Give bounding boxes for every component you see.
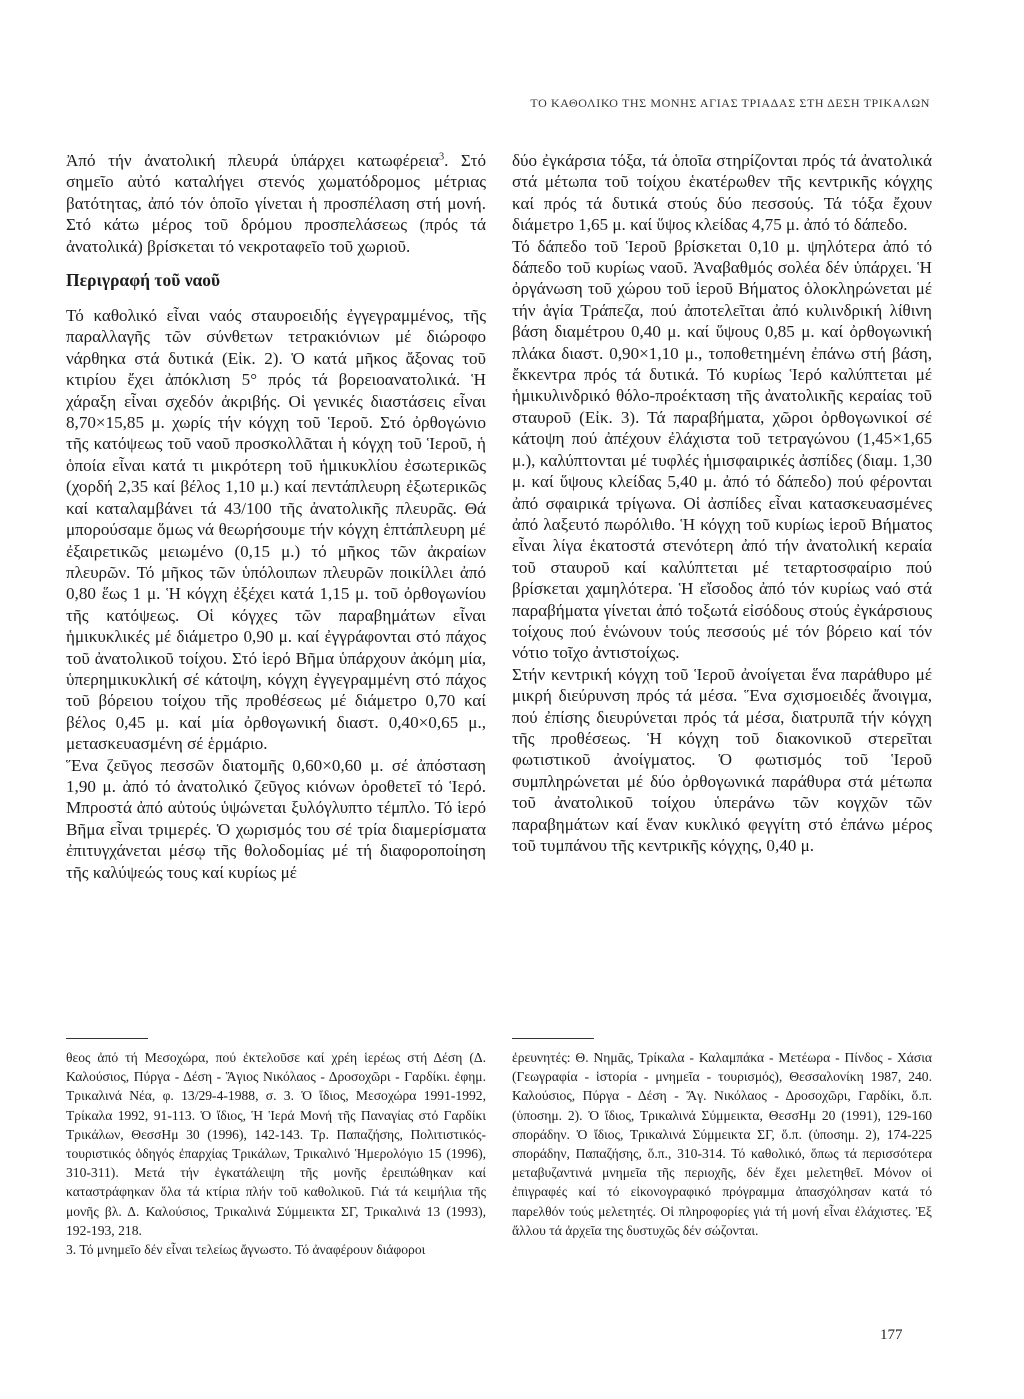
paragraph-access	[66, 150, 486, 257]
left-column	[66, 150, 486, 883]
paragraph-sanctuary-floor: Τό δάπεδο τοῦ Ἱεροῦ βρίσκεται 0,10 μ. ψηλότερα ἀπό τό δάπεδο τοῦ κυρίως ναοῦ. Ἀναβαθμός σολέα δέν ὑπάρχει. Ἡ ὀργάνωση τοῦ χώρου τοῦ ἱεροῦ Βήματος ὁλοκληρώνεται μέ τήν ἁγία Τράπεζα, πού ἀποτελεῖται ἀπό κυλινδρική λίθινη βάση διαμέτρου 0,40 μ. καί ὕψους 0,85 μ. καί ὀρθογωνική πλάκα διαστ. 0,90×1,10 μ., τοποθετημένη ἐπάνω στή βάση, ἔκκεντρα πρός τά δυτικά. Τό κυρίως Ἱερό καλύπτεται μέ ἡμικυλινδρικό θόλο-προέκταση τῆς ἀνατολικῆς κεραίας τοῦ σταυροῦ (Εἰκ. 3). Τά παραβήματα, χῶροι ὀρθογωνικοί σέ κάτοψη πού ἀπέχουν ἐλάχιστα τοῦ τετραγώνου (1,45×1,65 μ.), καλύπτονται μέ τυφλές ἡμισφαιρικές ἀσπίδες (διαμ. 1,30 μ. καί ὕψους κλείδας 5,40 μ. ἀπό τό δάπεδο) πού φέρονται ἀπό σφαιρικά τρίγωνα. Οἱ ἀσπίδες εἶναι κατασκευασμένες ἀπό λαξευτό πωρόλιθο. Ἡ κόγχη τοῦ κυρίως ἱεροῦ Βήματος εἶναι λίγα ἑκατοστά στενότερη ἀπό τήν ἀνατολική κεραία τοῦ σταυροῦ καί καλύπτεται μέ τεταρτοσφαίριο πού βρίσκεται χαμηλότερα. Ἡ εἴσοδος ἀπό τόν κυρίως ναό στά παραβήματα γίνεται ἀπό τοξωτά εἰσόδους στούς ἐγκάρσιους τοίχους πού ἑνώνουν τούς πεσσούς μέ τόν βόρειο καί τόν νότιο τοῖχο ἀντιστοίχως.	[512, 236, 932, 663]
right-column	[512, 150, 932, 856]
footnote-continuation: θεος ἀπό τή Μεσοχώρα, πού ἐκτελοῦσε καί χρέη ἱερέως στή Δέση (Δ. Καλούσιος, Πύργα - Δέση - Ἅγιος Νικόλαος - Δροσοχῶρι - Γαρδίκι. ἐφημ. Τρικαλινά Νέα, φ. 13/29-4-1988, σ. 3. Ὁ ἴδιος, Μεσοχώρα 1991-1992, Τρίκαλα 1992, 91-113. Ὁ ἴδιος, Ἡ Ἱερά Μονή τῆς Παναγίας στό Γαρδίκι Τρικάλων, ΘεσσΗμ 30 (1996), 142-143. Τρ. Παπαζήσης, Πολιτιστικός-τουριστικός ὁδηγός ἐπαρχίας Τρικάλων, Τρικαλινό Ἡμερολόγιο 15 (1996), 310-311). Μετά τήν ἐγκατάλειψη τῆς μονῆς ἐρειπώθηκαν καί καταστράφηκαν ὅλα τά κτίρια πλήν τοῦ καθολικοῦ. Γιά τά κειμήλια τῆς μονῆς βλ. Δ. Καλούσιος, Τρικαλινά Σύμμεικτα ΣΓ, Τρικαλινά 13 (1993), 192-193, 218.	[66, 1050, 486, 1238]
paragraph-description: Τό καθολικό εἶναι ναός σταυροειδής ἐγγεγραμμένος, τῆς παραλλαγῆς τῶν σύνθετων τετρακιόνιων μέ διώροφο νάρθηκα στά δυτικά (Εἰκ. 2). Ὁ κατά μῆκος ἄξονας τοῦ κτιρίου ἔχει ἀπόκλιση 5° πρός τά βορειοανατολικά. Ἡ χάραξη εἶναι σχεδόν ἀκριβής. Οἱ γενικές διαστάσεις εἶναι 8,70×15,85 μ. χωρίς τήν κόγχη τοῦ Ἱεροῦ. Στό ὀρθογώνιο τῆς κατόψεως τοῦ ναοῦ προσκολλᾶται ἡ κόγχη τοῦ Ἱεροῦ, ἡ ὁποία εἶναι κατά τι μικρότερη τοῦ ἡμικυκλίου ἐσωτερικῶς (χορδή 2,35 καί βέλος 1,10 μ.) καί πεντάπλευρη ἐξωτερικῶς καί καταλαμβάνει τά 43/100 τῆς ἀνατολικῆς πλευρᾶς. Θά μπορούσαμε ὅμως νά θεωρήσουμε τήν κόγχη ἑπτάπλευρη μέ ἐξαιρετικῶς μειωμένο (0,15 μ.) τό μῆκος τῶν ἀκραίων πλευρῶν. Τό μῆκος τῶν ὑπόλοιπων πλευρῶν ποικίλλει ἀπό 0,80 ἕως 1 μ. Ἡ κόγχη ἐξέχει κατά 1,15 μ. τοῦ ὀρθογωνίου τῆς κατόψεως. Οἱ κόγχες τῶν παραβημάτων εἶναι ἡμικυκλικές μέ διάμετρο 0,90 μ. καί ἐγγράφονται στό πάχος τοῦ ἀνατολικοῦ τοίχου. Στό ἱερό Βῆμα ὑπάρχουν ἀκόμη μία, ὑπερημικυκλική σέ κάτοψη, κόγχη ἐγγεγραμμένη στό πάχος τοῦ βόρειου τοίχου τῆς προθέσεως μέ διάμετρο 0,70 καί βέλος 0,45 μ. καί μία ὀρθογωνική διαστ. 0,40×0,65 μ., μετασκευασμένη σέ ἑρμάριο.	[66, 306, 486, 754]
running-head: ΤΟ ΚΑΘΟΛΙΚΟ ΤΗΣ ΜΟΝΗΣ ΑΓΙΑΣ ΤΡΙΑΔΑΣ ΣΤΗ ΔΕΣΗ ΤΡΙΚΑΛΩΝ	[530, 96, 930, 110]
footnote-ref-3[interactable]: 3	[439, 151, 445, 163]
footnote-rule	[512, 1038, 594, 1039]
footnote-3-continuation: ἐρευνητές: Θ. Νημᾶς, Τρίκαλα - Καλαμπάκα - Μετέωρα - Πίνδος - Χάσια (Γεωγραφία - ἱστορία - μνημεῖα - τουρισμός), Θεσσαλονίκη 1987, 240. Καλούσιος, Πύργα - Δέση - Ἅγ. Νικόλαος - Δροσοχῶρι, Γαρδίκι, ὅ.π. (ὑποσημ. 2). Ὁ ἴδιος, Τρικαλινά Σύμμεικτα, ΘεσσΗμ 20 (1991), 129-160 σποράδην. Ὁ ἴδιος, Τρικαλινά Σύμμεικτα ΣΓ, ὅ.π. (ὑποσημ. 2), 174-225 σποράδην, Παπαζήσης, ὅ.π., 310-314. Τό καθολικό, ὅπως τά περισσότερα μεταβυζαντινά μνημεῖα τῆς περιοχῆς, δέν ἔχει μελετηθεῖ. Μόνον οἱ ἐπιγραφές καί τό εἰκονογραφικό πρόγραμμα ἀπασχόλησαν κατά τό παρελθόν τούς μελετητές. Οἱ πληροφορίες γιά τή μονή εἶναι ἐλάχιστες. Ἐξ ἄλλου τά ἀρχεῖα της δυστυχῶς δέν σώζονται.	[512, 1050, 932, 1238]
paragraph-windows: Στήν κεντρική κόγχη τοῦ Ἱεροῦ ἀνοίγεται ἕνα παράθυρο μέ μικρή διεύρυνση πρός τά μέσα. Ἕνα σχισμοειδές ἄνοιγμα, πού ἐπίσης διευρύνεται πρός τά μέσα, διατρυπᾶ τήν κόγχη τῆς προθέσεως. Ἡ κόγχη τοῦ διακονικοῦ στερεῖται φωτιστικοῦ ἀνοίγματος. Ὁ φωτισμός τοῦ Ἱεροῦ συμπληρώνεται μέ δύο ὀρθογωνικά παράθυρα στά μέτωπα τοῦ ἀνατολικοῦ τοίχου ὑπεράνω τῶν κογχῶν τῶν παραβημάτων καί ἕναν κυκλικό φεγγίτη στό ἐπάνω μέρος τοῦ τυμπάνου τῆς κεντρικῆς κόγχης, 0,40 μ.	[512, 664, 932, 855]
paragraph-text: . Στό σημεῖο αὐτό καταλήγει στενός χωματόδρομος μέτριας βατότητας, ἀπό τόν ὁποῖο γίνεται ἡ προσπέλαση στή μονή. Στό κάτω μέρος τοῦ δρόμου προσπελάσεως (πρός τά ἀνατολικά) βρίσκεται τό νεκροταφεῖο τοῦ χωριοῦ.	[66, 151, 486, 256]
paragraph-text: Ἀπό τήν ἀνατολική πλευρά ὑπάρχει κατωφέρεια	[66, 151, 440, 170]
paragraph-arches: δύο ἐγκάρσια τόξα, τά ὁποῖα στηρίζονται πρός τά ἀνατολικά στά μέτωπα τοῦ τοίχου ἑκατέρωθεν τῆς κεντρικῆς κόγχης καί πρός τά δυτικά στούς δύο πεσσούς. Τά τόξα ἔχουν διάμετρο 1,65 μ. καί ὕψος κλείδας 4,75 μ. ἀπό τό δάπεδο.	[512, 151, 932, 235]
paragraph-piers: Ἕνα ζεῦγος πεσσῶν διατομῆς 0,60×0,60 μ. σέ ἀπόσταση 1,90 μ. ἀπό τό ἀνατολικό ζεῦγος κιόνων ὁροθετεῖ τό Ἱερό. Μπροστά ἀπό αὐτούς ὑψώνεται ξυλόγλυπτο τέμπλο. Τό ἱερό Βῆμα εἶναι τριμερές. Ὁ χωρισμός του σέ τρία διαμερίσματα ἐπιτυγχάνεται μέσῳ τῆς θολοδομίας μέ τή διαφοροποίηση τῆς καλύψεώς τους καί κυρίως μέ	[66, 755, 486, 882]
page-number: 177	[880, 1327, 903, 1343]
footnotes-right	[512, 1048, 932, 1240]
footnote-3: 3. Τό μνημεῖο δέν εἶναι τελείως ἄγνωστο. Τό ἀναφέρουν διάφοροι	[66, 1242, 426, 1258]
footnote-rule	[66, 1038, 148, 1039]
footnotes-left	[66, 1048, 486, 1259]
section-heading: Περιγραφή τοῦ ναοῦ	[66, 270, 221, 291]
